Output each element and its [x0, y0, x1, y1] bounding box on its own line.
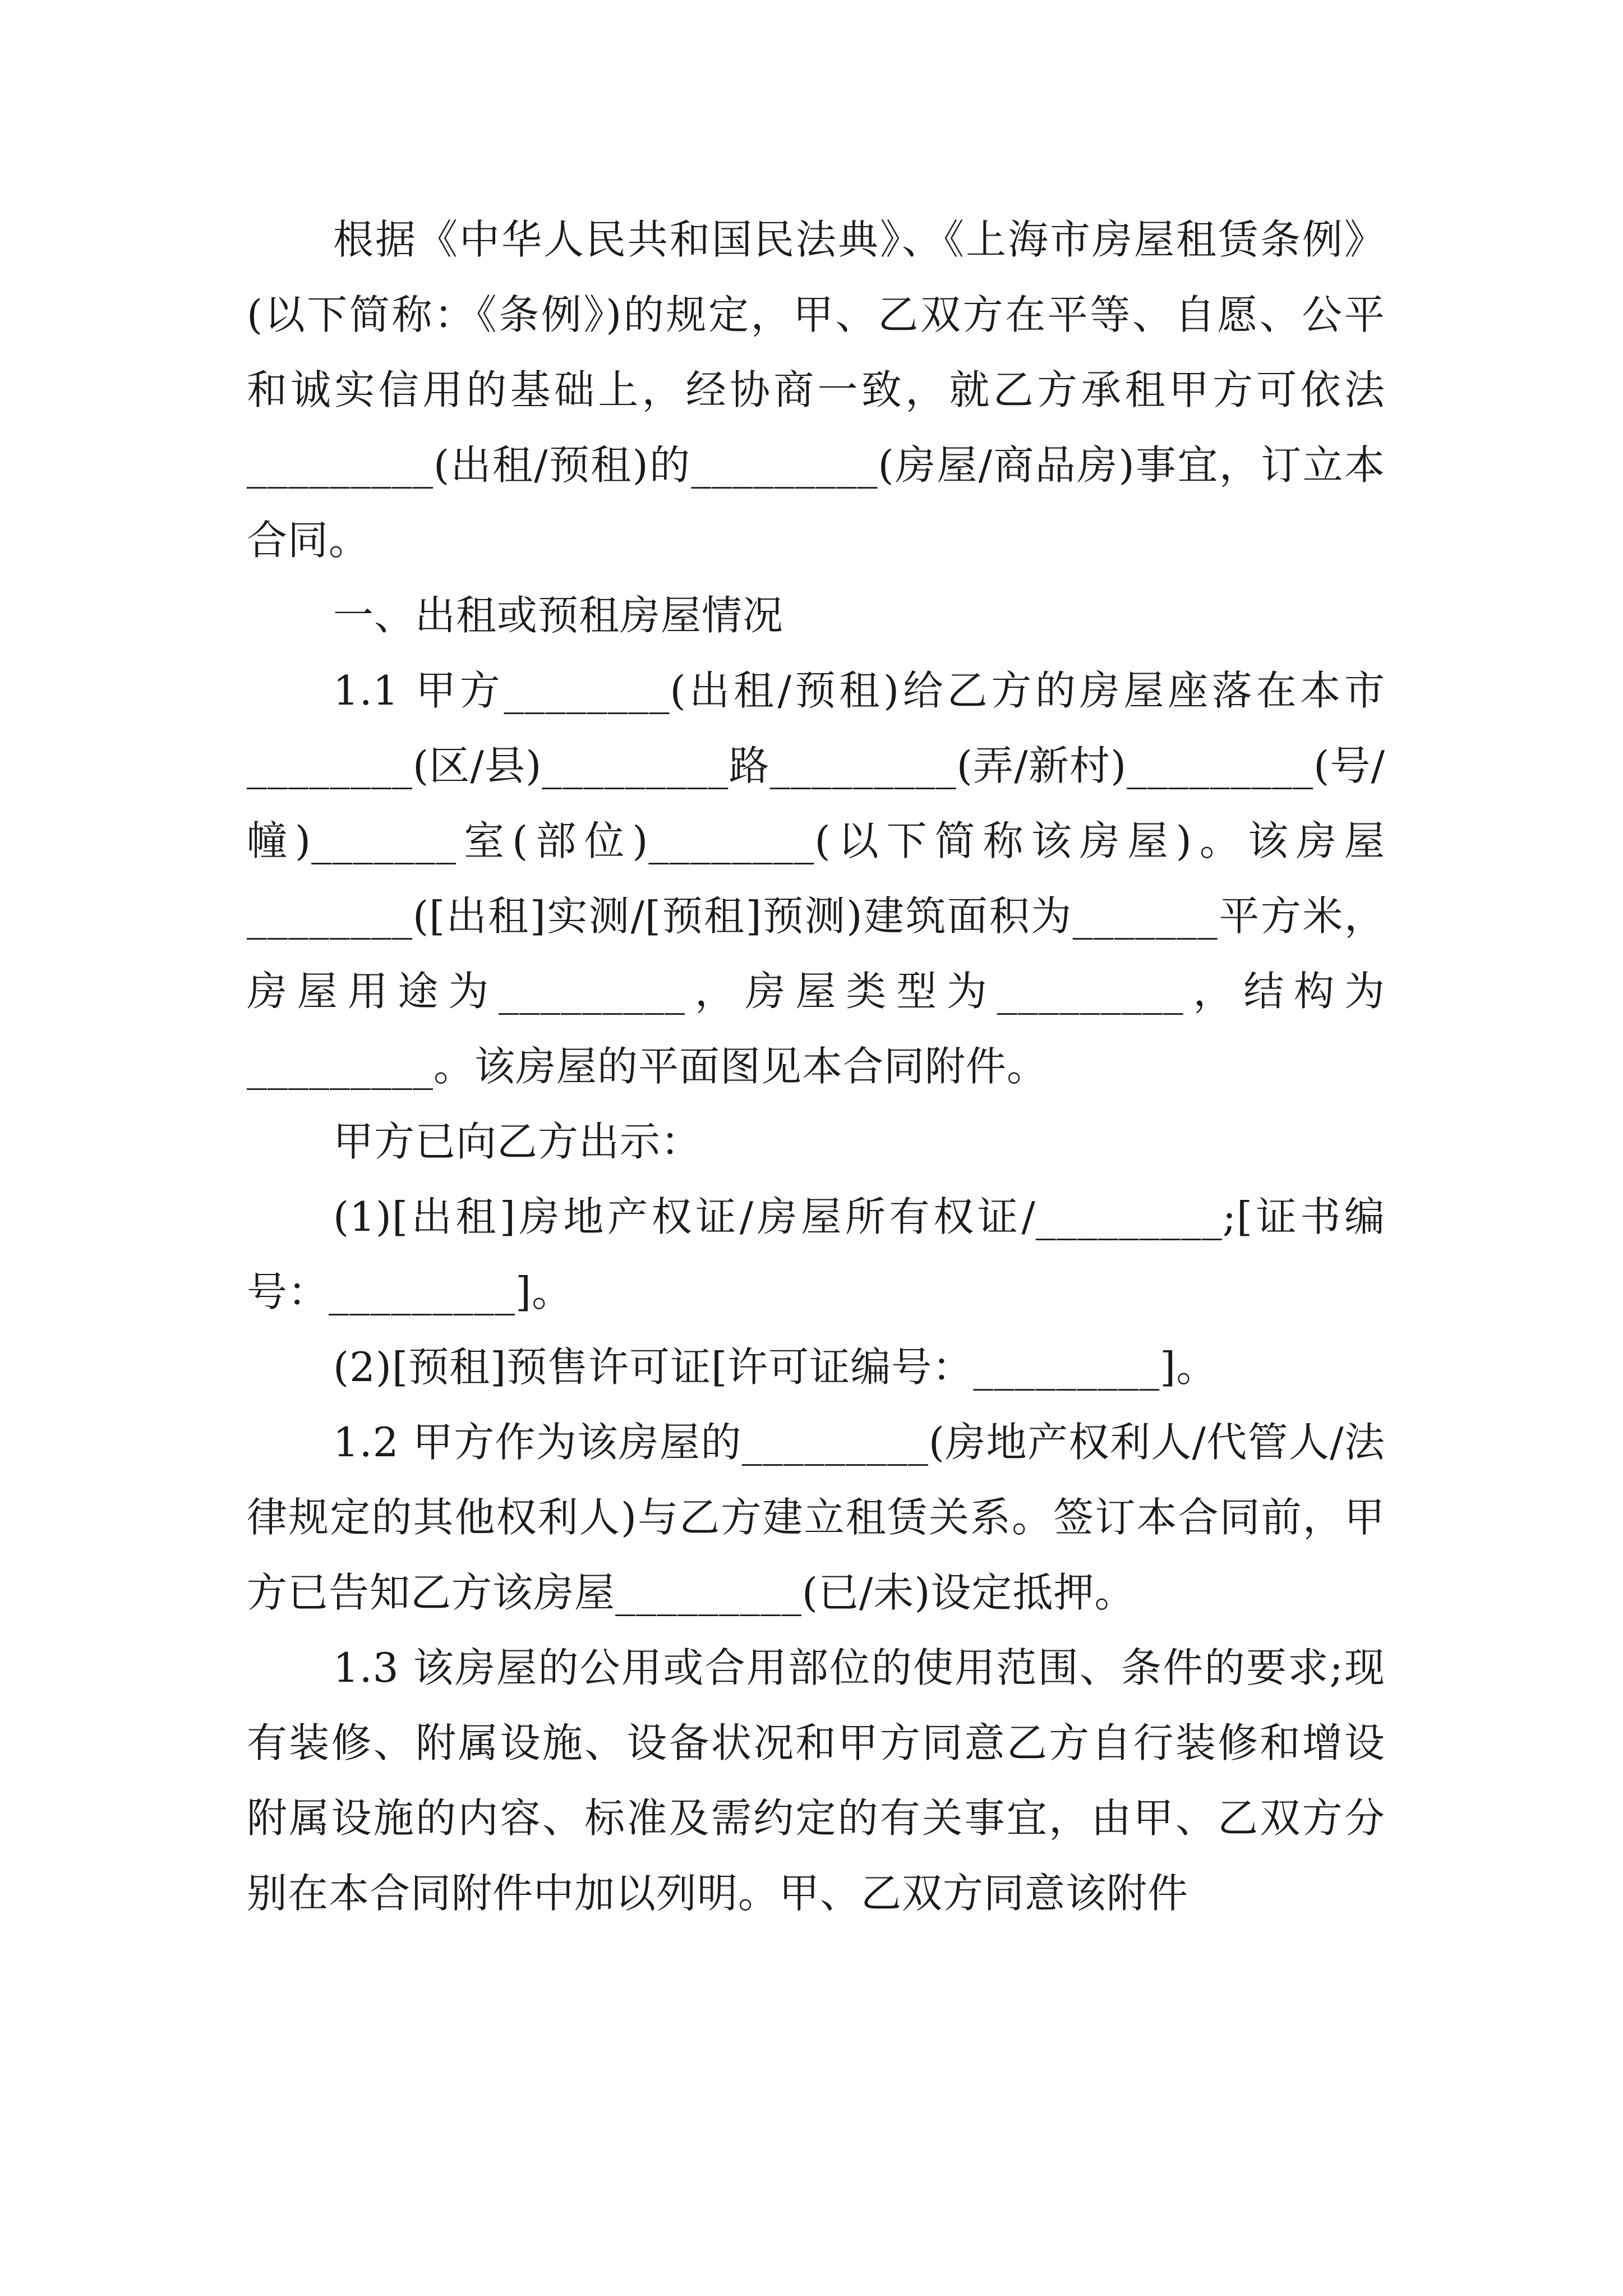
paragraph-item-1: (1)[出租]房地产权证/房屋所有权证/_________;[证书编号：_________]。 — [247, 1193, 1385, 1315]
paragraph-item-2: (2)[预租]预售许可证[许可证编号：_________]。 — [333, 1343, 1218, 1391]
section-heading-1: 一、出租或预租房屋情况 — [333, 592, 784, 639]
paragraph-1-3: 1.3 该房屋的公用或合用部位的使用范围、条件的要求;现有装修、附属设施、设备状况和甲方同意乙方自行装修和增设附属设施的内容、标准及需约定的有关事宜，由甲、乙双方分别在本合同附件中加以列明。甲、乙双方同意该附件 — [247, 1644, 1385, 1917]
paragraph-1-2: 1.2 甲方作为该房屋的_________(房地产权利人/代管人/法律规定的其他权利人)与乙方建立租赁关系。签订本合同前，甲方已告知乙方该房屋_________(已/未)设定抵押。 — [247, 1419, 1385, 1616]
paragraph-1-1: 1.1 甲方________(出租/预租)给乙方的房屋座落在本市________(区/县)_________路_________(弄/新村)_________(号/幢)_______室(部位)________(以下简称该房屋)。该房屋________([出租]实测/[预租]预测)建筑面积为_______平方米，房屋用途为_________，房屋类型为_________，结构为_________。该房屋的平面图见本合同附件。 — [247, 667, 1385, 1090]
paragraph-preamble: 根据《中华人民共和国民法典》、《上海市房屋租赁条例》(以下简称：《条例》)的规定，甲、乙双方在平等、自愿、公平和诚实信用的基础上，经协商一致，就乙方承租甲方可依法_________(出租/预租)的_________(房屋/商品房)事宜，订立本合同。 — [247, 216, 1385, 564]
document-body — [247, 202, 1385, 1931]
paragraph-shown-docs: 甲方已向乙方出示： — [333, 1118, 702, 1165]
